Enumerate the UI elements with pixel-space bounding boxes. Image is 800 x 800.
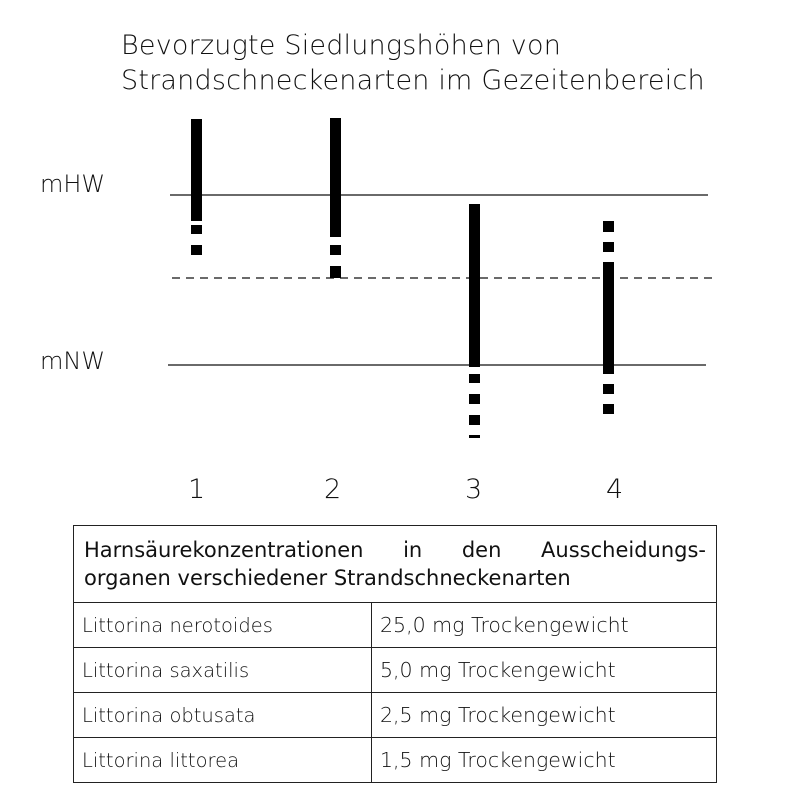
value-cell: 25,0 mg Trockengewicht xyxy=(372,603,717,648)
bar-1-dash xyxy=(191,245,202,255)
value-cell: 1,5 mg Trockengewicht xyxy=(372,738,717,783)
bar-2-dash xyxy=(330,266,341,278)
table-caption xyxy=(74,526,717,603)
table-row xyxy=(74,648,717,693)
category-label-1: 1 xyxy=(188,474,206,505)
bar-3-dash xyxy=(469,394,480,404)
category-label-4: 4 xyxy=(606,474,624,505)
bar-4-dash xyxy=(603,404,614,414)
uric-acid-table-container xyxy=(73,525,716,783)
species-cell: Littorina obtusata xyxy=(74,693,372,738)
species-cell: Littorina saxatilis xyxy=(74,648,372,693)
bar-1-dash xyxy=(191,225,202,234)
value-cell: 5,0 mg Trockengewicht xyxy=(372,648,717,693)
bar-4-dash xyxy=(603,384,614,394)
bar-3-solid xyxy=(469,204,480,367)
value-cell: 2,5 mg Trockengewicht xyxy=(372,693,717,738)
bar-3-dash xyxy=(469,435,480,438)
bar-4-dash xyxy=(603,221,614,232)
zone-bar-4 xyxy=(603,221,614,414)
zone-bar-3 xyxy=(469,204,480,438)
table-caption-line-2: organen verschiedener Strandschneckenarten xyxy=(84,566,571,590)
category-label-3: 3 xyxy=(465,474,483,505)
mnw-label: mNW xyxy=(40,347,106,375)
table-caption-line-1: Harnsäurekonzentrationen in den Ausscheidungs- xyxy=(84,538,706,562)
bar-4-solid xyxy=(603,262,614,374)
bar-4-dash xyxy=(603,242,614,252)
zone-bar-1 xyxy=(191,119,202,255)
uric-acid-table xyxy=(73,525,717,783)
table-row xyxy=(74,693,717,738)
category-label-2: 2 xyxy=(324,474,342,505)
table-row xyxy=(74,738,717,783)
title-line-1: Bevorzugte Siedlungshöhen von xyxy=(121,30,562,61)
zone-bar-2 xyxy=(330,118,341,278)
table-caption-row xyxy=(74,526,717,603)
table-row xyxy=(74,603,717,648)
species-cell: Littorina nerotoides xyxy=(74,603,372,648)
title-line-2: Strandschneckenarten im Gezeitenbereich xyxy=(121,65,705,96)
species-cell: Littorina littorea xyxy=(74,738,372,783)
bar-2-dash xyxy=(330,245,341,255)
bar-3-dash xyxy=(469,415,480,425)
bar-3-dash xyxy=(469,374,480,383)
mhw-label: mHW xyxy=(40,170,106,198)
bar-1-solid xyxy=(191,119,202,221)
bar-2-solid xyxy=(330,118,341,237)
